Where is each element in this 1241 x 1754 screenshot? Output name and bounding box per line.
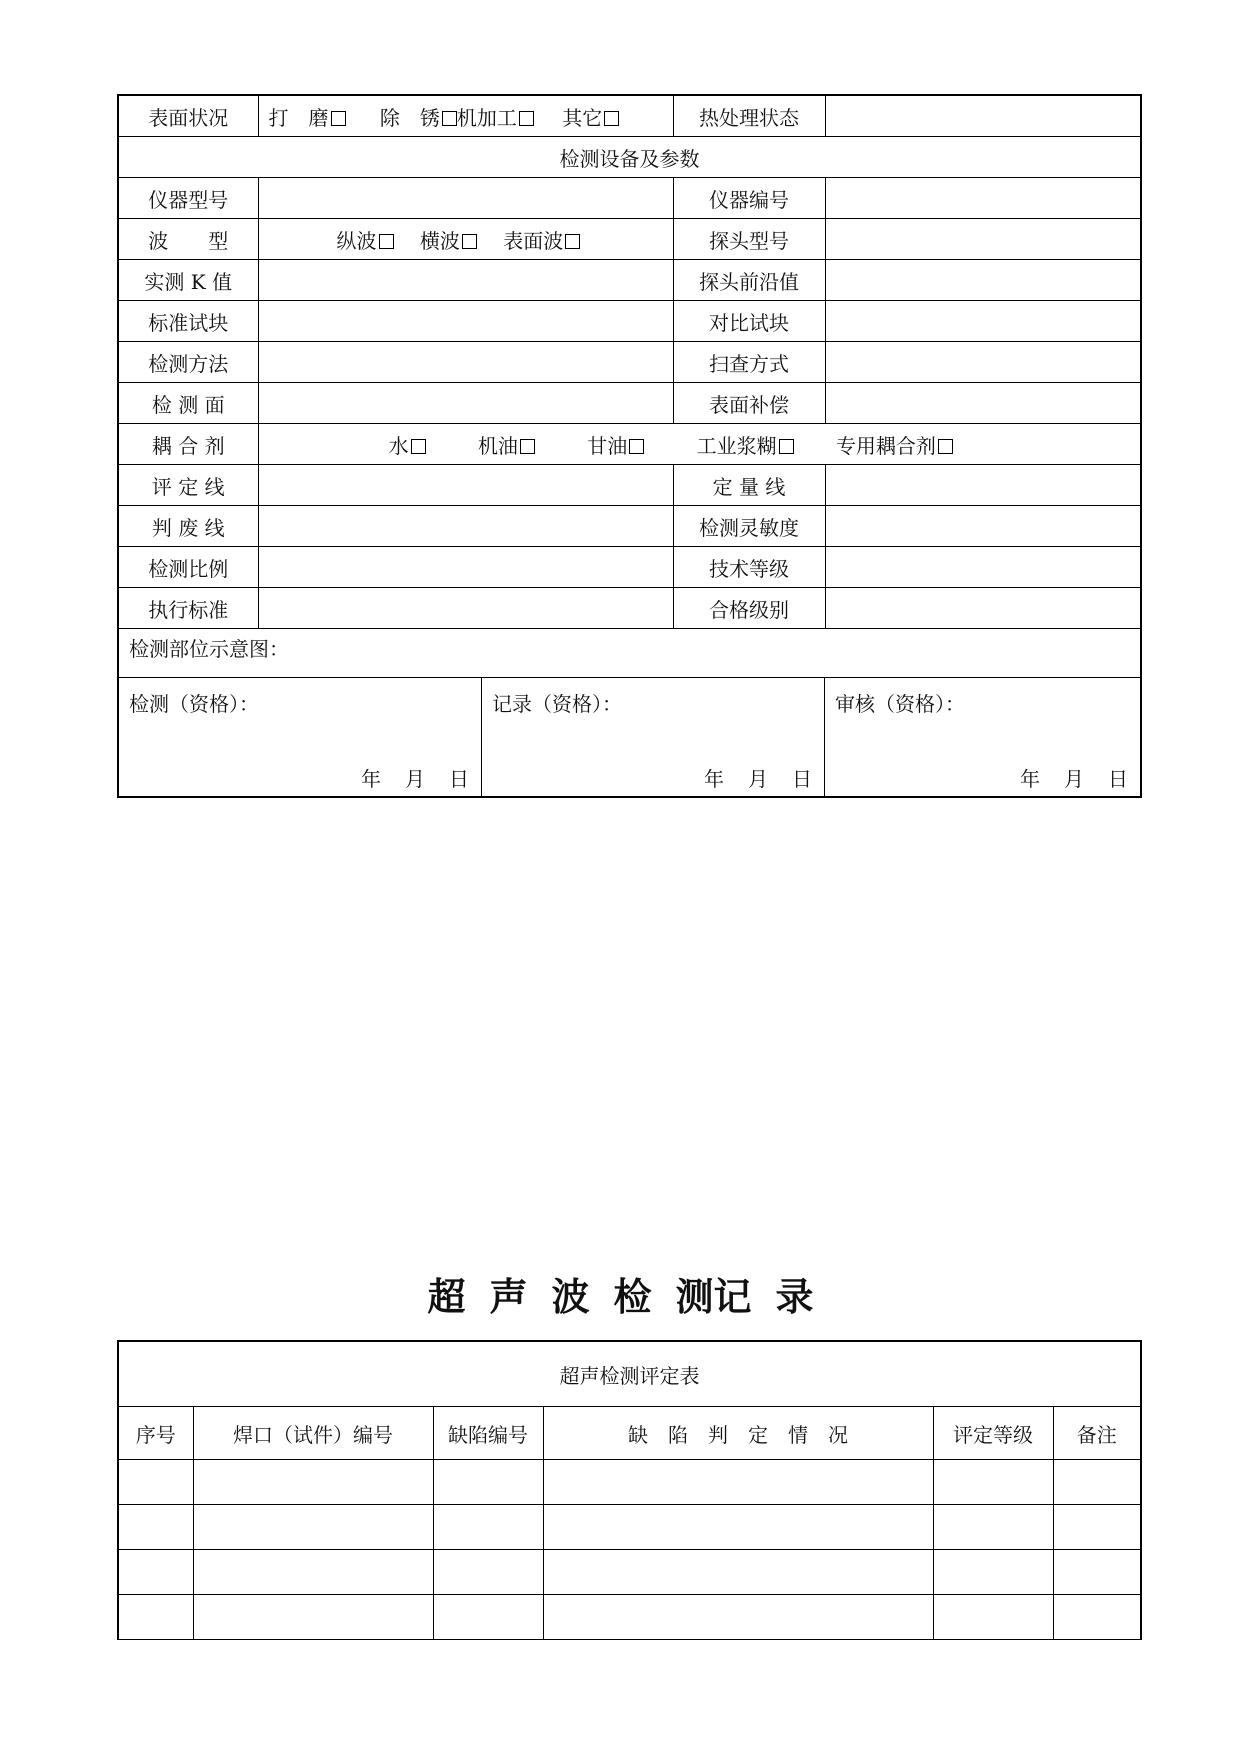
wave-option-surface: 表面波: [503, 228, 564, 253]
recorder-label: 记录（资格）：: [492, 692, 622, 716]
table-row: [118, 1550, 1141, 1595]
table-cell[interactable]: [543, 1460, 933, 1505]
surface-options: [258, 95, 673, 137]
reject-line-label: 判 废 线: [118, 506, 258, 547]
test-surface-label: 检 测 面: [118, 383, 258, 424]
table-cell[interactable]: [433, 1460, 543, 1505]
ratio-row: [118, 547, 1141, 588]
test-surface-value[interactable]: [258, 383, 673, 424]
couplant-row: [118, 424, 1141, 465]
checkbox-water[interactable]: [411, 439, 426, 454]
recorder-date: 年 月 日: [704, 767, 812, 791]
k-value-value[interactable]: [258, 260, 673, 301]
wave-options: [258, 219, 673, 260]
table-row: [118, 1595, 1141, 1640]
checkbox-oil[interactable]: [520, 439, 535, 454]
wave-option-longitudinal: 纵波: [336, 228, 377, 253]
standard-value[interactable]: [258, 588, 673, 629]
table-cell[interactable]: [1053, 1505, 1141, 1550]
checkbox-paste[interactable]: [779, 439, 794, 454]
method-label: 检测方法: [118, 342, 258, 383]
signature-area: [119, 678, 1140, 796]
table-cell[interactable]: [433, 1595, 543, 1640]
k-value-row: [118, 260, 1141, 301]
surface-option-other: 其它: [562, 105, 603, 130]
ratio-value[interactable]: [258, 547, 673, 588]
couplant-option-paste: 工业浆糊: [696, 433, 777, 458]
checkbox-other[interactable]: [604, 111, 619, 126]
wave-row: [118, 219, 1141, 260]
recorder-signature[interactable]: [482, 678, 825, 796]
table-cell[interactable]: [543, 1550, 933, 1595]
test-surface-row: [118, 383, 1141, 424]
table-cell[interactable]: [118, 1505, 193, 1550]
diagram-label: 检测部位示意图：: [129, 637, 289, 661]
table-row: [118, 1505, 1141, 1550]
standard-row: [118, 588, 1141, 629]
table-cell[interactable]: [933, 1505, 1053, 1550]
couplant-option-water: 水: [388, 433, 409, 458]
table-cell[interactable]: [118, 1595, 193, 1640]
tech-grade-label: 技术等级: [673, 547, 825, 588]
evaluation-caption: 超声检测评定表: [118, 1341, 1141, 1407]
method-value[interactable]: [258, 342, 673, 383]
table-cell[interactable]: [1053, 1460, 1141, 1505]
table-cell[interactable]: [1053, 1550, 1141, 1595]
evaluation-header-row: [118, 1407, 1141, 1460]
checkbox-transverse[interactable]: [462, 234, 477, 249]
checkbox-machined[interactable]: [519, 111, 534, 126]
table-cell[interactable]: [193, 1595, 433, 1640]
instrument-row: [118, 178, 1141, 219]
standard-label: 执行标准: [118, 588, 258, 629]
couplant-options: [258, 424, 1141, 465]
instrument-model-label: 仪器型号: [118, 178, 258, 219]
heat-treatment-value[interactable]: [825, 95, 1141, 137]
checkbox-surface-wave[interactable]: [565, 234, 580, 249]
equipment-header: 检测设备及参数: [118, 137, 1141, 178]
table-cell[interactable]: [433, 1550, 543, 1595]
std-block-value[interactable]: [258, 301, 673, 342]
surface-comp-value[interactable]: [825, 383, 1141, 424]
ref-block-value[interactable]: [825, 301, 1141, 342]
wave-type-label: 波 型: [118, 219, 258, 260]
inspector-signature[interactable]: [119, 678, 482, 796]
wave-option-transverse: 横波: [419, 228, 460, 253]
table-cell[interactable]: [933, 1550, 1053, 1595]
probe-front-label: 探头前沿值: [673, 260, 825, 301]
scan-mode-label: 扫查方式: [673, 342, 825, 383]
diagram-row: [118, 629, 1141, 678]
table-cell[interactable]: [543, 1595, 933, 1640]
table-cell[interactable]: [118, 1550, 193, 1595]
std-block-label: 标准试块: [118, 301, 258, 342]
table-cell[interactable]: [193, 1460, 433, 1505]
col-defect-judgement: 缺 陷 判 定 情 况: [543, 1407, 933, 1460]
surface-row: [118, 95, 1141, 137]
checkbox-glycerin[interactable]: [629, 439, 644, 454]
equipment-header-row: [118, 137, 1141, 178]
reviewer-label: 审核（资格）：: [835, 692, 965, 716]
record-title: 超 声 波 检 测记 录: [427, 1274, 814, 1319]
inspection-form-table: [117, 94, 1142, 798]
quant-line-label: 定 量 线: [673, 465, 825, 506]
table-cell[interactable]: [433, 1505, 543, 1550]
ratio-label: 检测比例: [118, 547, 258, 588]
eval-line-value[interactable]: [258, 465, 673, 506]
checkbox-derust[interactable]: [442, 111, 457, 126]
surface-label: 表面状况: [118, 95, 258, 137]
couplant-option-oil: 机油: [477, 433, 518, 458]
checkbox-longitudinal[interactable]: [379, 234, 394, 249]
table-cell[interactable]: [1053, 1595, 1141, 1640]
inspector-label: 检测（资格）：: [129, 692, 259, 716]
table-cell[interactable]: [933, 1595, 1053, 1640]
accept-level-label: 合格级别: [673, 588, 825, 629]
evaluation-table: [117, 1340, 1142, 1640]
eval-line-row: [118, 465, 1141, 506]
probe-front-value[interactable]: [825, 260, 1141, 301]
table-cell[interactable]: [118, 1460, 193, 1505]
diagram-area[interactable]: [118, 629, 1141, 678]
checkbox-grind[interactable]: [331, 111, 346, 126]
heat-treatment-label: 热处理状态: [673, 95, 825, 137]
eval-line-label: 评 定 线: [118, 465, 258, 506]
sensitivity-label: 检测灵敏度: [673, 506, 825, 547]
table-cell[interactable]: [193, 1505, 433, 1550]
reviewer-signature[interactable]: [825, 678, 1140, 796]
sensitivity-value[interactable]: [825, 506, 1141, 547]
col-weld-id: 焊口（试件）编号: [193, 1407, 433, 1460]
col-seq: 序号: [118, 1407, 193, 1460]
reviewer-date: 年 月 日: [1020, 767, 1128, 791]
instrument-model-value[interactable]: [258, 178, 673, 219]
reject-line-row: [118, 506, 1141, 547]
inspector-date: 年 月 日: [361, 767, 469, 791]
table-cell[interactable]: [933, 1460, 1053, 1505]
block-row: [118, 301, 1141, 342]
ref-block-label: 对比试块: [673, 301, 825, 342]
col-defect-id: 缺陷编号: [433, 1407, 543, 1460]
quant-line-value[interactable]: [825, 465, 1141, 506]
couplant-label: 耦 合 剂: [118, 424, 258, 465]
probe-model-value[interactable]: [825, 219, 1141, 260]
evaluation-caption-row: [118, 1341, 1141, 1407]
col-grade: 评定等级: [933, 1407, 1053, 1460]
table-cell[interactable]: [543, 1505, 933, 1550]
probe-model-label: 探头型号: [673, 219, 825, 260]
tech-grade-value[interactable]: [825, 547, 1141, 588]
col-remark: 备注: [1053, 1407, 1141, 1460]
instrument-no-value[interactable]: [825, 178, 1141, 219]
table-row: [118, 1460, 1141, 1505]
surface-comp-label: 表面补偿: [673, 383, 825, 424]
accept-level-value[interactable]: [825, 588, 1141, 629]
method-row: [118, 342, 1141, 383]
surface-option-machined: 机加工: [456, 105, 517, 130]
k-value-label: 实测 K 值: [118, 260, 258, 301]
couplant-option-glycerin: 甘油: [587, 433, 628, 458]
checkbox-special[interactable]: [938, 439, 953, 454]
surface-option-derust: 除 锈: [379, 105, 440, 130]
instrument-no-label: 仪器编号: [673, 178, 825, 219]
surface-option-grind: 打 磨: [268, 105, 329, 130]
table-cell[interactable]: [193, 1550, 433, 1595]
scan-mode-value[interactable]: [825, 342, 1141, 383]
signature-row: [118, 678, 1141, 798]
reject-line-value[interactable]: [258, 506, 673, 547]
couplant-option-special: 专用耦合剂: [835, 433, 936, 458]
